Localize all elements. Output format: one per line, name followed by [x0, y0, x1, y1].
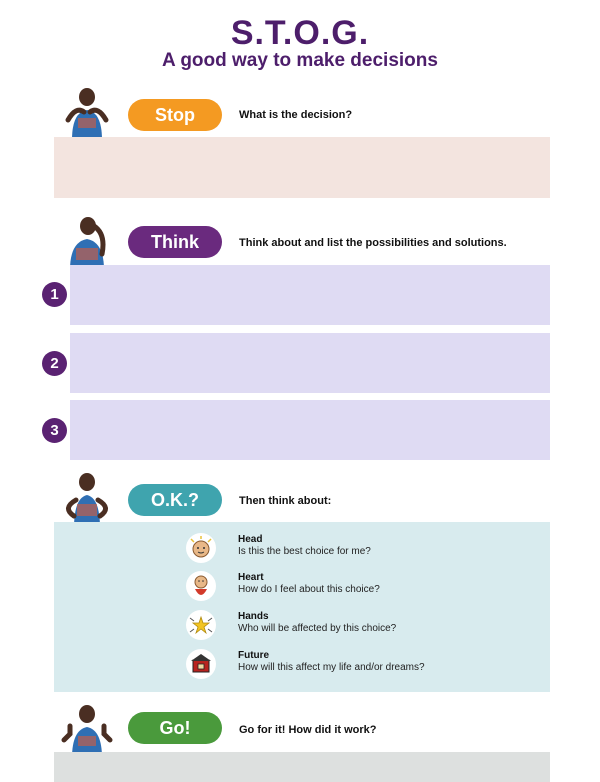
ok-item-heading: Hands — [238, 611, 269, 622]
number-badge-1 — [42, 282, 67, 307]
think-label: Think — [151, 231, 199, 252]
future-icon — [186, 649, 216, 679]
stop-pill — [128, 99, 222, 131]
go-answer-box[interactable] — [54, 752, 550, 782]
ok-item-heading: Heart — [238, 572, 264, 583]
ok-item-question: Is this the best choice for me? — [238, 546, 371, 557]
page-title: S.T.O.G. — [230, 14, 370, 52]
ok-item-heading: Head — [238, 534, 263, 545]
think-answer-box-1[interactable] — [70, 265, 550, 325]
ok-item-question: How will this affect my life and/or dreams? — [238, 662, 425, 673]
ok-item-question: Who will be affected by this choice? — [238, 623, 397, 634]
stop-answer-box[interactable] — [54, 137, 550, 198]
stop-prompt: What is the decision? — [239, 109, 353, 121]
ok-label: O.K.? — [151, 489, 199, 510]
number-badge-2 — [42, 351, 67, 376]
go-label: Go! — [159, 717, 191, 738]
go-prompt: Go for it! How did it work? — [239, 724, 377, 736]
think-prompt: Think about and list the possibilities and solutions. — [239, 237, 507, 249]
number-1-label: 1 — [50, 286, 59, 303]
page-subtitle: A good way to make decisions — [162, 50, 438, 71]
person-hands-on-hips-icon — [58, 470, 116, 528]
ok-prompt: Then think about: — [239, 495, 332, 507]
think-answer-box-2[interactable] — [70, 333, 550, 393]
go-pill — [128, 712, 222, 744]
head-icon — [186, 533, 216, 563]
hands-icon — [186, 610, 216, 640]
number-2-label: 2 — [50, 355, 59, 372]
ok-pill — [128, 484, 222, 516]
stop-label: Stop — [155, 104, 195, 125]
think-answer-box-3[interactable] — [70, 400, 550, 460]
think-pill — [128, 226, 222, 258]
heart-icon — [186, 571, 216, 601]
ok-item-question: How do I feel about this choice? — [238, 584, 380, 595]
number-3-label: 3 — [50, 422, 59, 439]
ok-checklist-panel — [54, 522, 550, 692]
ok-item-heading: Future — [238, 650, 270, 661]
person-thinking-icon — [58, 212, 116, 270]
number-badge-3 — [42, 418, 67, 443]
person-stop-gesture-icon — [58, 82, 116, 140]
person-thumbs-up-icon — [58, 700, 116, 758]
